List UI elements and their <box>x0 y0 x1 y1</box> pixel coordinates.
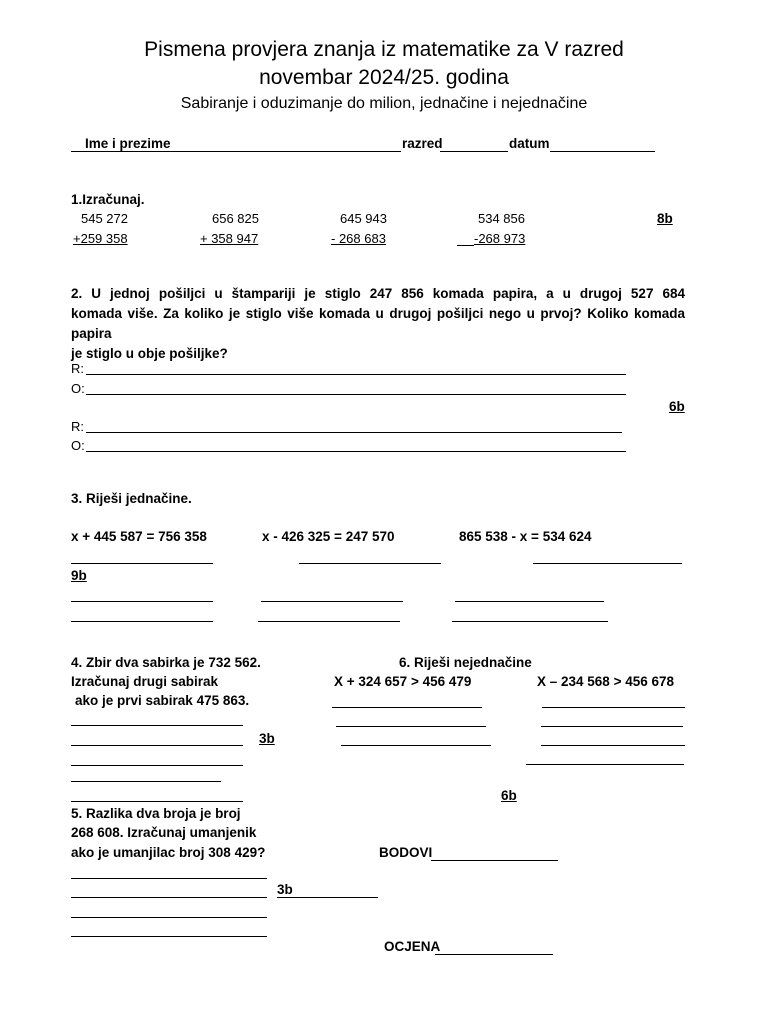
task5-line-3: ako je umanjilac broj 308 429? <box>71 845 266 860</box>
task1-top-1: 545 272 <box>81 211 128 226</box>
task1-bottom-4: -268 973 <box>474 231 526 246</box>
task5-line-1: 5. Razlika dva broja je broj <box>71 806 241 821</box>
task1-top-3: 645 943 <box>340 211 387 226</box>
task2-line-1: 2. U jednoj pošiljci u štampariji je stiglo 247 856 komada papira, a u drugoj 527 684 <box>71 286 685 301</box>
task6-inequality-2: X – 234 568 > 456 678 <box>537 674 674 689</box>
task2-answer-line-r1[interactable] <box>86 374 626 375</box>
task6-ineq1-line-2[interactable] <box>336 726 486 727</box>
task5-answer-line-3[interactable] <box>71 917 267 918</box>
name-field[interactable] <box>71 151 401 152</box>
task1-bottom-3: - 268 683 <box>331 231 386 246</box>
date-field[interactable] <box>550 151 655 152</box>
task2-o-label-1: O: <box>71 381 85 396</box>
task4-line-3: ako je prvi sabirak 475 863. <box>75 693 250 708</box>
page-subtitle: Sabiranje i oduzimanje do milion, jednačine i nejednačine <box>180 95 588 112</box>
task3-eq2-line-1[interactable] <box>299 563 441 564</box>
task4-answer-line-3[interactable] <box>71 765 243 766</box>
ocjena-label: OCJENA <box>384 939 441 954</box>
task4-answer-line-4[interactable] <box>71 781 221 782</box>
page-title-date: novembar 2024/25. godina <box>259 66 509 89</box>
task1-bottom-2: + 358 947 <box>200 231 259 246</box>
date-label: datum <box>509 136 550 151</box>
task2-o-label-2: O: <box>71 438 85 453</box>
task5-answer-line-2[interactable] <box>71 897 267 898</box>
class-field[interactable] <box>440 151 508 152</box>
task1-top-2: 656 825 <box>212 211 259 226</box>
task3-equation-2: x - 426 325 = 247 570 <box>262 529 395 544</box>
task4-answer-line-1[interactable] <box>71 725 243 726</box>
task2-answer-line-o1[interactable] <box>86 394 626 395</box>
task1-title: 1.Izračunaj. <box>71 192 145 207</box>
task6-ineq1-line-1[interactable] <box>332 707 482 708</box>
task5-points-line <box>277 897 378 898</box>
task2-points: 6b <box>669 399 685 414</box>
task6-ineq2-line-2[interactable] <box>541 726 683 727</box>
task5-answer-line-4[interactable] <box>71 936 267 937</box>
task2-answer-line-o2[interactable] <box>86 451 626 452</box>
name-label: Ime i prezime <box>85 136 171 151</box>
task3-eq3-line-1[interactable] <box>533 563 682 564</box>
task6-ineq2-line-1[interactable] <box>542 707 685 708</box>
task3-equation-1: x + 445 587 = 756 358 <box>71 529 207 544</box>
task6-ineq2-line-4[interactable] <box>526 764 684 765</box>
task3-equation-3: 865 538 - x = 534 624 <box>459 529 592 544</box>
task3-eq1-line-2[interactable] <box>71 601 213 602</box>
task4-line-1: 4. Zbir dva sabirka je 732 562. <box>71 655 261 670</box>
task6-title: 6. Riješi nejednačine <box>399 655 532 670</box>
task6-inequality-1: X + 324 657 > 456 479 <box>334 674 472 689</box>
task5-line-2: 268 608. Izračunaj umanjenik <box>71 825 257 840</box>
task3-eq1-line-1[interactable] <box>71 563 213 564</box>
task2-text <box>71 284 685 364</box>
task5-points: 3b <box>277 882 293 897</box>
task6-ineq2-line-3[interactable] <box>541 745 685 746</box>
task4-answer-line-2[interactable] <box>71 745 243 746</box>
task2-r-label-1: R: <box>71 361 84 376</box>
task5-answer-line-1[interactable] <box>71 878 267 879</box>
page-title: Pismena provjera znanja iz matematike za V razred <box>144 38 624 61</box>
task3-eq3-line-3[interactable] <box>452 621 608 622</box>
task2-r-label-2: R: <box>71 419 84 434</box>
task1-bottom-1: +259 358 <box>73 231 128 246</box>
task3-eq2-line-2[interactable] <box>261 601 403 602</box>
bodovi-label: BODOVI <box>379 845 433 860</box>
bodovi-field[interactable] <box>431 860 558 861</box>
task3-points: 9b <box>71 568 87 583</box>
task4-points: 3b <box>259 731 275 746</box>
task3-eq2-line-3[interactable] <box>258 621 400 622</box>
task4-answer-line-5[interactable] <box>71 801 243 802</box>
task2-answer-line-r2[interactable] <box>86 432 622 433</box>
task1-underline-lead <box>457 245 474 246</box>
task6-points: 6b <box>501 788 517 803</box>
task2-line-3: je stiglo u obje pošiljke? <box>71 346 228 361</box>
task3-eq3-line-2[interactable] <box>455 601 604 602</box>
class-label: razred <box>402 136 443 151</box>
task1-top-4: 534 856 <box>478 211 525 226</box>
task2-line-2: komada više. Za koliko je stiglo više komada u drugoj pošiljci nego u prvoj? Koliko komada papira <box>71 306 685 341</box>
task4-line-2: Izračunaj drugi sabirak <box>71 674 219 689</box>
task3-title: 3. Riješi jednačine. <box>71 491 192 506</box>
task3-eq1-line-3[interactable] <box>71 621 213 622</box>
task6-ineq1-line-3[interactable] <box>341 745 491 746</box>
task1-points: 8b <box>657 211 673 226</box>
ocjena-field[interactable] <box>435 954 553 955</box>
